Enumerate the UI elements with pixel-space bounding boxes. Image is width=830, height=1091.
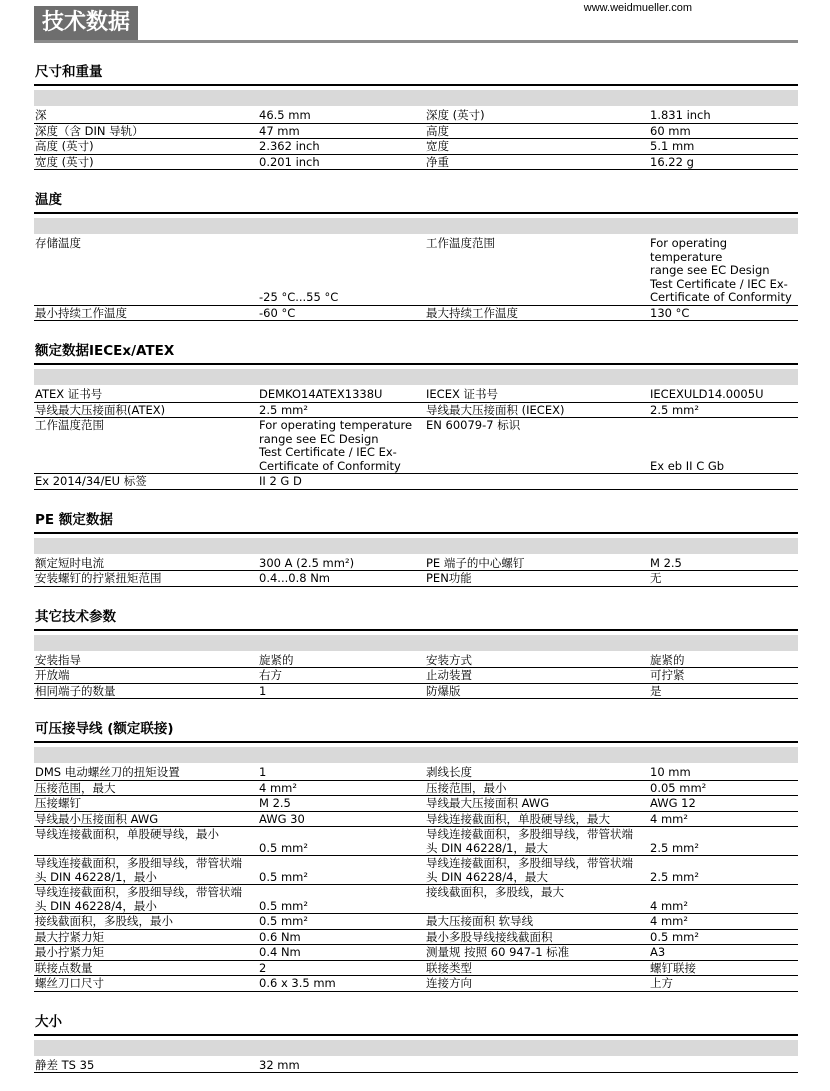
spec-value: For operating temperature range see EC Design Test Certificate / IEC Ex- Certificate of Conformity <box>259 419 412 473</box>
table-cell <box>649 403 798 419</box>
table-cell <box>258 653 425 669</box>
table-cell <box>34 418 258 474</box>
spec-section <box>34 60 798 188</box>
table-row <box>34 653 798 669</box>
table-cell <box>34 1058 258 1074</box>
spec-label: EN 60079-7 标识 <box>426 419 520 433</box>
spec-value: 32 mm <box>259 1059 300 1073</box>
section-spacer <box>34 170 798 188</box>
spec-value: 0.201 inch <box>259 156 320 170</box>
spec-label: 防爆版 <box>426 685 461 699</box>
table-cell <box>258 124 425 140</box>
spec-value: 16.22 g <box>650 156 694 170</box>
table-row <box>34 930 798 946</box>
spec-table <box>34 763 798 992</box>
section-title: 大小 <box>34 1010 798 1034</box>
spec-value: 4 mm² <box>650 900 688 914</box>
table-cell <box>258 765 425 781</box>
spec-value: AWG 12 <box>650 797 696 811</box>
spec-label: 深度 (英寸) <box>426 109 485 123</box>
spec-label: 导线最大压接面积 AWG <box>426 797 549 811</box>
table-row <box>34 556 798 572</box>
section-band <box>34 90 798 106</box>
spec-label: 导线连接截面积，单股硬导线，最小 <box>35 828 219 842</box>
table-cell <box>425 474 649 490</box>
spec-section <box>34 188 798 339</box>
table-row <box>34 827 798 856</box>
spec-label: 最大持续工作温度 <box>426 307 518 321</box>
table-cell <box>34 668 258 684</box>
section-spacer <box>34 321 798 339</box>
table-cell <box>34 403 258 419</box>
table-cell <box>649 812 798 828</box>
table-cell <box>425 765 649 781</box>
spec-table <box>34 385 798 490</box>
spec-label: 净重 <box>426 156 449 170</box>
spec-label: 压接范围，最大 <box>35 782 116 796</box>
table-cell <box>258 556 425 572</box>
table-row <box>34 684 798 700</box>
spec-value: 4 mm² <box>650 915 688 929</box>
table-cell <box>425 961 649 977</box>
table-cell <box>34 765 258 781</box>
spec-label: 安装指导 <box>35 654 81 668</box>
table-cell <box>425 684 649 700</box>
table-cell <box>34 556 258 572</box>
table-cell <box>649 387 798 403</box>
table-cell <box>649 796 798 812</box>
spec-label: 接线截面积，多股线，最大 <box>426 886 564 900</box>
table-cell <box>649 684 798 700</box>
spec-value: AWG 30 <box>259 813 305 827</box>
table-cell <box>649 914 798 930</box>
spec-value: 0.05 mm² <box>650 782 706 796</box>
spec-label: 深 <box>35 109 47 123</box>
table-row <box>34 124 798 140</box>
table-cell <box>425 403 649 419</box>
table-cell <box>649 653 798 669</box>
table-cell <box>258 796 425 812</box>
table-cell <box>34 827 258 856</box>
table-cell <box>649 139 798 155</box>
spec-label: 安装螺钉的拧紧扭矩范围 <box>35 572 162 586</box>
table-cell <box>258 571 425 587</box>
spec-label: 接线截面积，多股线，最小 <box>35 915 173 929</box>
spec-table <box>34 651 798 700</box>
table-row <box>34 155 798 171</box>
table-cell <box>649 976 798 992</box>
table-cell <box>34 155 258 171</box>
spec-value: 4 mm² <box>259 782 297 796</box>
table-cell <box>34 976 258 992</box>
spec-label: 高度 (英寸) <box>35 140 94 154</box>
section-spacer <box>34 587 798 605</box>
table-cell <box>425 914 649 930</box>
table-cell <box>258 236 425 306</box>
table-row <box>34 856 798 885</box>
table-cell <box>425 812 649 828</box>
spec-value: 10 mm <box>650 766 691 780</box>
table-cell <box>425 387 649 403</box>
spec-label: 测量规 按照 60 947-1 标准 <box>426 946 569 960</box>
spec-label: 开放端 <box>35 669 70 683</box>
spec-value: 可拧紧 <box>650 669 685 683</box>
website-url[interactable]: www.weidmueller.com <box>584 2 692 14</box>
section-band <box>34 635 798 651</box>
spec-label: 导线连接截面积，多股细导线，带管状端 头 DIN 46228/4，最小 <box>35 886 242 913</box>
table-cell <box>649 236 798 306</box>
table-cell <box>258 108 425 124</box>
spec-value: -25 °C...55 °C <box>259 291 338 305</box>
spec-value: 旋紧的 <box>650 654 685 668</box>
table-row <box>34 765 798 781</box>
table-cell <box>34 684 258 700</box>
table-cell <box>258 885 425 914</box>
table-row <box>34 976 798 992</box>
spec-label: 压接范围，最小 <box>426 782 507 796</box>
section-rule <box>34 212 798 214</box>
table-cell <box>258 668 425 684</box>
spec-value: 0.5 mm² <box>259 915 308 929</box>
section-title: 尺寸和重量 <box>34 60 798 84</box>
section-title: 额定数据IECEx/ATEX <box>34 339 798 363</box>
section-spacer <box>34 490 798 508</box>
table-cell <box>425 571 649 587</box>
spec-label: Ex 2014/34/EU 标签 <box>35 475 147 489</box>
table-cell <box>425 796 649 812</box>
table-cell <box>258 155 425 171</box>
spec-label: 联接类型 <box>426 962 472 976</box>
spec-value: 2.5 mm² <box>650 842 699 856</box>
spec-label: 额定短时电流 <box>35 557 104 571</box>
spec-value: 2 <box>259 962 266 976</box>
spec-label: 深度（含 DIN 导轨） <box>35 125 144 139</box>
table-row <box>34 1058 798 1074</box>
table-cell <box>34 387 258 403</box>
spec-value: 0.5 mm² <box>259 842 308 856</box>
spec-table <box>34 106 798 170</box>
spec-value: II 2 G D <box>259 475 302 489</box>
spec-value: 2.5 mm² <box>650 404 699 418</box>
spec-label: 止动装置 <box>426 669 472 683</box>
spec-value: 1 <box>259 685 266 699</box>
spec-value: 右方 <box>259 669 282 683</box>
table-cell <box>649 474 798 490</box>
spec-label: 安装方式 <box>426 654 472 668</box>
table-cell <box>34 139 258 155</box>
table-cell <box>425 653 649 669</box>
section-rule <box>34 741 798 743</box>
section-title: 可压接导线 (额定联接) <box>34 717 798 741</box>
table-cell <box>425 306 649 322</box>
table-cell <box>258 418 425 474</box>
page-title: 技术数据 <box>34 6 138 40</box>
section-title: 温度 <box>34 188 798 212</box>
spec-value: 0.4...0.8 Nm <box>259 572 330 586</box>
table-cell <box>258 474 425 490</box>
spec-label: 工作温度范围 <box>35 419 104 433</box>
table-cell <box>649 571 798 587</box>
spec-label: 最大压接面积 软导线 <box>426 915 533 929</box>
table-row <box>34 139 798 155</box>
table-cell <box>34 856 258 885</box>
spec-value: 2.362 inch <box>259 140 320 154</box>
table-cell <box>34 653 258 669</box>
section-rule <box>34 363 798 365</box>
table-cell <box>649 885 798 914</box>
section-band <box>34 538 798 554</box>
spec-value: 无 <box>650 572 662 586</box>
table-cell <box>34 961 258 977</box>
spec-label: 导线最大压接面积 (IECEX) <box>426 404 564 418</box>
table-cell <box>425 108 649 124</box>
spec-label: 最大拧紧力矩 <box>35 931 104 945</box>
table-cell <box>258 306 425 322</box>
table-cell <box>258 403 425 419</box>
spec-section <box>34 1010 798 1091</box>
table-cell <box>649 1058 798 1074</box>
spec-value: A3 <box>650 946 665 960</box>
technical-data-sections <box>34 60 798 1091</box>
section-rule <box>34 532 798 534</box>
spec-label: 宽度 <box>426 140 449 154</box>
table-cell <box>425 885 649 914</box>
spec-label: 宽度 (英寸) <box>35 156 94 170</box>
spec-value: IECEXULD14.0005U <box>650 388 763 402</box>
table-cell <box>649 155 798 171</box>
spec-label: 高度 <box>426 125 449 139</box>
spec-label: 导线连接截面积，多股细导线，带管状端 头 DIN 46228/4，最大 <box>426 857 633 884</box>
section-spacer <box>34 1073 798 1091</box>
table-row <box>34 812 798 828</box>
spec-value: 300 A (2.5 mm²) <box>259 557 354 571</box>
table-cell <box>425 1058 649 1074</box>
table-row <box>34 668 798 684</box>
spec-value: 47 mm <box>259 125 300 139</box>
table-cell <box>258 812 425 828</box>
spec-label: ATEX 证书号 <box>35 388 102 402</box>
table-cell <box>649 108 798 124</box>
table-cell <box>649 961 798 977</box>
spec-label: 剥线长度 <box>426 766 472 780</box>
table-cell <box>258 976 425 992</box>
table-cell <box>649 781 798 797</box>
table-cell <box>258 684 425 700</box>
table-row <box>34 418 798 474</box>
table-cell <box>258 961 425 977</box>
spec-label: IECEX 证书号 <box>426 388 498 402</box>
spec-value: 2.5 mm² <box>650 871 699 885</box>
table-cell <box>258 827 425 856</box>
table-cell <box>34 945 258 961</box>
page-header <box>34 0 798 42</box>
table-cell <box>34 885 258 914</box>
spec-value: M 2.5 <box>259 797 291 811</box>
table-cell <box>649 124 798 140</box>
table-cell <box>425 556 649 572</box>
table-cell <box>425 668 649 684</box>
table-cell <box>258 1058 425 1074</box>
spec-value: 0.6 Nm <box>259 931 301 945</box>
table-cell <box>425 976 649 992</box>
spec-value: For operating temperature range see EC Design Test Certificate / IEC Ex- Certificate of Conformity <box>650 237 797 305</box>
table-row <box>34 474 798 490</box>
table-cell <box>258 139 425 155</box>
table-cell <box>649 856 798 885</box>
table-row <box>34 387 798 403</box>
spec-value: 0.5 mm² <box>259 900 308 914</box>
table-cell <box>425 124 649 140</box>
table-cell <box>425 155 649 171</box>
spec-value: 2.5 mm² <box>259 404 308 418</box>
spec-value: -60 °C <box>259 307 295 321</box>
section-rule <box>34 84 798 86</box>
section-title: PE 额定数据 <box>34 508 798 532</box>
spec-label: 导线最小压接面积 AWG <box>35 813 158 827</box>
spec-value: DEMKO14ATEX1338U <box>259 388 382 402</box>
table-cell <box>649 306 798 322</box>
table-cell <box>649 556 798 572</box>
table-cell <box>34 781 258 797</box>
section-band <box>34 218 798 234</box>
spec-section <box>34 508 798 605</box>
table-cell <box>258 781 425 797</box>
table-cell <box>649 765 798 781</box>
spec-value: 130 °C <box>650 307 689 321</box>
spec-label: 工作温度范围 <box>426 237 495 251</box>
table-cell <box>258 945 425 961</box>
section-spacer <box>34 992 798 1010</box>
spec-label: PEN功能 <box>426 572 472 586</box>
spec-value: 5.1 mm <box>650 140 694 154</box>
table-cell <box>34 474 258 490</box>
spec-value: 是 <box>650 685 662 699</box>
table-row <box>34 885 798 914</box>
spec-table <box>34 234 798 321</box>
section-rule <box>34 629 798 631</box>
table-cell <box>258 914 425 930</box>
table-cell <box>649 945 798 961</box>
spec-value: 4 mm² <box>650 813 688 827</box>
spec-value: 1 <box>259 766 266 780</box>
table-cell <box>34 108 258 124</box>
table-row <box>34 945 798 961</box>
section-band <box>34 1040 798 1056</box>
spec-value: 旋紧的 <box>259 654 294 668</box>
table-cell <box>34 236 258 306</box>
spec-table <box>34 1056 798 1074</box>
table-cell <box>425 236 649 306</box>
table-cell <box>649 668 798 684</box>
table-row <box>34 236 798 306</box>
table-cell <box>649 930 798 946</box>
section-band <box>34 747 798 763</box>
spec-value: 60 mm <box>650 125 691 139</box>
table-row <box>34 306 798 322</box>
table-cell <box>34 306 258 322</box>
table-row <box>34 914 798 930</box>
spec-value: 0.5 mm² <box>259 871 308 885</box>
spec-label: 连接方向 <box>426 977 472 991</box>
table-cell <box>34 124 258 140</box>
spec-label: 静差 TS 35 <box>35 1059 94 1073</box>
spec-value: 46.5 mm <box>259 109 311 123</box>
table-cell <box>425 781 649 797</box>
table-row <box>34 108 798 124</box>
table-cell <box>34 930 258 946</box>
table-cell <box>258 387 425 403</box>
spec-label: 导线连接截面积，多股细导线，带管状端 头 DIN 46228/1，最大 <box>426 828 633 855</box>
table-cell <box>258 930 425 946</box>
spec-value: 1.831 inch <box>650 109 711 123</box>
spec-label: 压接螺钉 <box>35 797 81 811</box>
spec-section <box>34 605 798 718</box>
spec-label: 螺丝刀口尺寸 <box>35 977 104 991</box>
spec-value: 0.6 x 3.5 mm <box>259 977 336 991</box>
table-row <box>34 961 798 977</box>
table-cell <box>649 418 798 474</box>
spec-value: 螺钉联接 <box>650 962 696 976</box>
header-rule <box>34 40 798 43</box>
table-row <box>34 796 798 812</box>
spec-label: 导线最大压接面积(ATEX) <box>35 404 165 418</box>
spec-label: DMS 电动螺丝刀的扭矩设置 <box>35 766 180 780</box>
table-cell <box>425 945 649 961</box>
table-row <box>34 781 798 797</box>
spec-label: 最小拧紧力矩 <box>35 946 104 960</box>
spec-value: 0.4 Nm <box>259 946 301 960</box>
table-cell <box>34 914 258 930</box>
table-cell <box>425 930 649 946</box>
spec-table <box>34 554 798 587</box>
table-cell <box>258 856 425 885</box>
spec-value: Ex eb II C Gb <box>650 460 724 474</box>
spec-label: 联接点数量 <box>35 962 93 976</box>
spec-label: 相同端子的数量 <box>35 685 116 699</box>
table-cell <box>425 139 649 155</box>
spec-value: 上方 <box>650 977 673 991</box>
section-band <box>34 369 798 385</box>
spec-label: PE 端子的中心螺钉 <box>426 557 524 571</box>
section-rule <box>34 1034 798 1036</box>
spec-label: 导线连接截面积，单股硬导线，最大 <box>426 813 610 827</box>
spec-value: M 2.5 <box>650 557 682 571</box>
spec-section <box>34 339 798 508</box>
spec-value: 0.5 mm² <box>650 931 699 945</box>
table-cell <box>425 856 649 885</box>
spec-label: 最小持续工作温度 <box>35 307 127 321</box>
table-cell <box>34 812 258 828</box>
spec-label: 最小多股导线接线截面积 <box>426 931 553 945</box>
table-cell <box>34 796 258 812</box>
table-cell <box>425 418 649 474</box>
table-cell <box>649 827 798 856</box>
table-cell <box>425 827 649 856</box>
table-row <box>34 571 798 587</box>
spec-section <box>34 717 798 1010</box>
table-cell <box>34 571 258 587</box>
section-title: 其它技术参数 <box>34 605 798 629</box>
table-row <box>34 403 798 419</box>
spec-label: 导线连接截面积，多股细导线，带管状端 头 DIN 46228/1，最小 <box>35 857 242 884</box>
spec-label: 存储温度 <box>35 237 81 251</box>
section-spacer <box>34 699 798 717</box>
